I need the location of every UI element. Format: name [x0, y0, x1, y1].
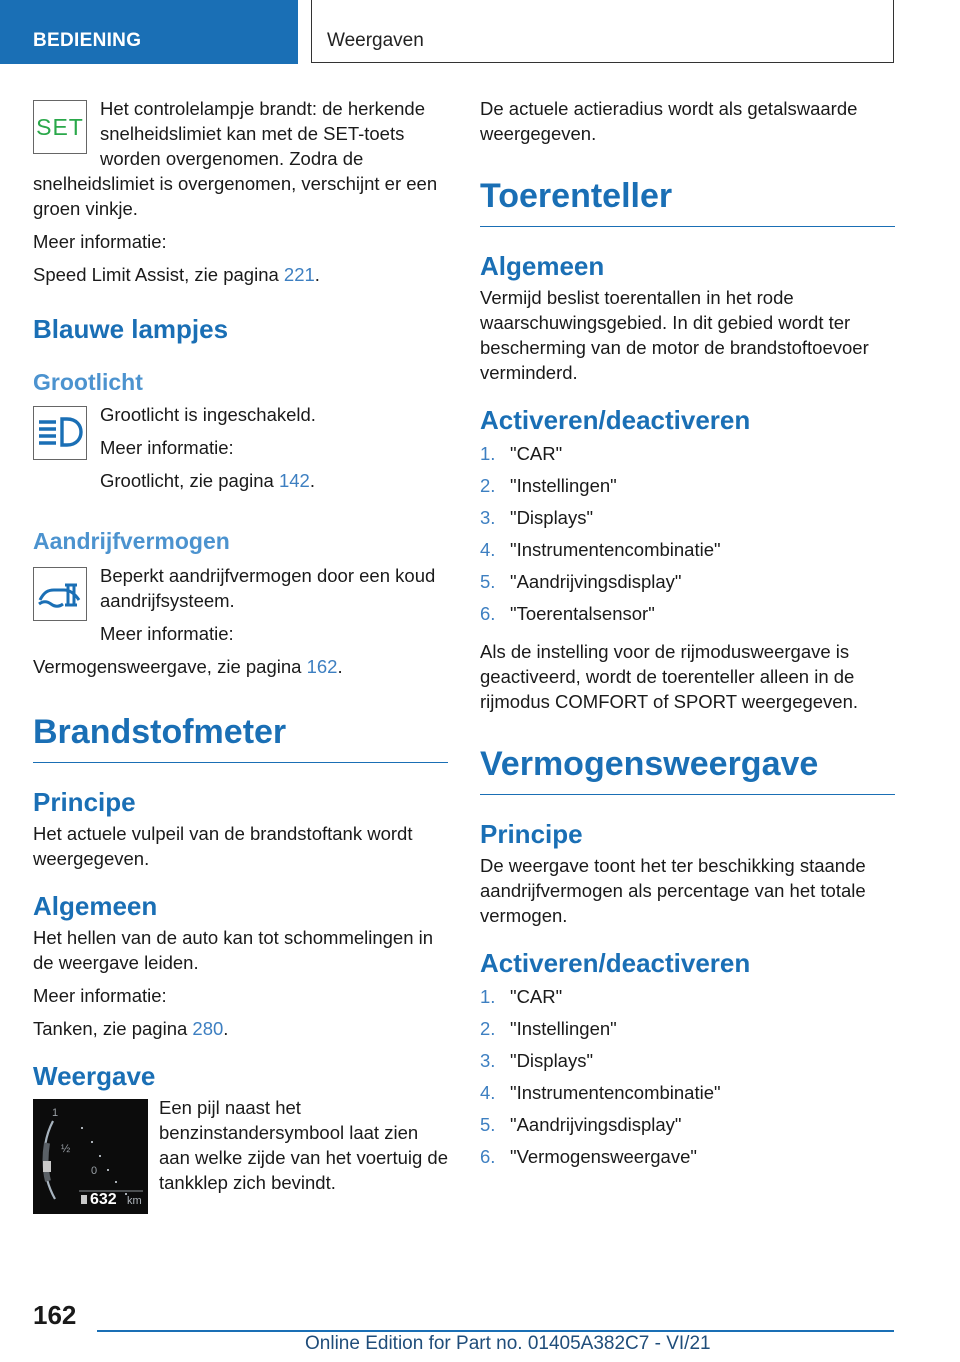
page-number: 162 [33, 1300, 77, 1330]
vermogen-principe-text: De weergave toont het ter beschikking staande aandrijfvermogen als percentage van het totale vermogen. [480, 855, 866, 926]
grootlicht-heading: Grootlicht [33, 369, 143, 395]
edition-text: Online Edition for Part no. 01405A382C7 - VI/21 [305, 1333, 711, 1354]
vermogen-principe-heading: Principe [480, 819, 583, 849]
fuel-gauge-image [33, 1099, 148, 1214]
right-column [480, 96, 895, 1182]
gauge-range-unit: km [127, 1195, 142, 1207]
set-ref-link[interactable]: 221 [283, 264, 315, 285]
algemeen-text: Het hellen van de auto kan tot schommelingen in de weergave leiden. [33, 927, 434, 973]
list-item: 2. "Instellingen" [480, 1018, 617, 1039]
aandrijf-block [33, 563, 448, 679]
grootlicht-block [33, 402, 448, 501]
principe-heading: Principe [33, 787, 136, 817]
list-item: 2. "Instellingen" [480, 475, 617, 496]
aandrijf-text: Beperkt aandrijfvermogen door een koud aandrijfsysteem. [100, 565, 436, 611]
list-item: 4. "Instrumentencombinatie" [480, 1082, 721, 1103]
vermogensweergave-heading: Vermogensweergave [480, 744, 895, 795]
drive-power-icon [33, 567, 87, 621]
header-chapter-box [311, 0, 894, 63]
algemeen-ref: Tanken, zie pagina 280. [33, 1018, 229, 1039]
gauge-tick-0: 0 [91, 1165, 98, 1177]
vermogen-activeren-heading: Activeren/deactiveren [480, 948, 751, 978]
weergave-heading: Weergave [33, 1061, 156, 1091]
algemeen-more: Meer informatie: [33, 985, 167, 1006]
aandrijf-ref-link[interactable]: 162 [306, 656, 338, 677]
high-beam-icon [33, 406, 87, 460]
grootlicht-text: Grootlicht is ingeschakeld. [100, 404, 316, 425]
set-text: Het controlelampje brandt: de herkende snelheidslimiet kan met de SET-toets worden overgenomen. Zodra de snelheidslimiet is overgenomen, verschijnt er een groen vinkje. [33, 98, 438, 219]
left-column [33, 96, 448, 1214]
grootlicht-ref: Grootlicht, zie pagina 142. [100, 470, 315, 491]
header-chapter-label: Weergaven [327, 30, 424, 51]
aandrijf-more: Meer informatie: [100, 623, 234, 644]
range-text: De actuele actieradius wordt als getalswaarde weergegeven. [480, 98, 858, 144]
toerenteller-algemeen-heading: Algemeen [480, 251, 605, 281]
toerenteller-algemeen-text: Vermijd beslist toerentallen in het rode waarschuwingsgebied. In dit gebied wordt ter bescherming van de motor de brandstoftoevoer verminderd. [480, 287, 869, 383]
toerenteller-heading: Toerenteller [480, 176, 895, 227]
aandrijf-heading: Aandrijfvermogen [33, 528, 230, 554]
list-item: 1. "CAR" [480, 986, 563, 1007]
principe-text: Het actuele vulpeil van de brandstoftank wordt weergegeven. [33, 823, 413, 869]
footer-divider [97, 1330, 894, 1332]
gauge-tick-1: 1 [52, 1107, 59, 1119]
toerenteller-steps [480, 441, 895, 633]
list-item: 6. "Toerentalsensor" [480, 603, 655, 624]
toerenteller-note: Als de instelling voor de rijmodusweergave is geactiveerd, wordt de toerenteller alleen in de rijmodus COMFORT of SPORT weergegeven. [480, 641, 859, 712]
algemeen-ref-link[interactable]: 280 [192, 1018, 224, 1039]
set-more: Meer informatie: [33, 231, 167, 252]
grootlicht-more: Meer informatie: [100, 437, 234, 458]
set-ref: Speed Limit Assist, zie pagina 221. [33, 264, 320, 285]
toerenteller-activeren-heading: Activeren/deactiveren [480, 405, 751, 435]
list-item: 3. "Displays" [480, 1050, 594, 1071]
vermogen-steps [480, 984, 895, 1176]
list-item: 1. "CAR" [480, 443, 563, 464]
weergave-text: Een pijl naast het benzinstandersymbool laat zien aan welke zijde van het voertuig de tankklep zich bevindt. [159, 1097, 448, 1193]
aandrijf-ref: Vermogensweergave, zie pagina 162. [33, 656, 343, 677]
header-section-label: BEDIENING [33, 30, 142, 51]
list-item: 5. "Aandrijvingsdisplay" [480, 571, 682, 592]
grootlicht-ref-link[interactable]: 142 [278, 470, 310, 491]
brandstofmeter-heading: Brandstofmeter [33, 712, 448, 763]
header-section-tab [0, 0, 298, 64]
set-icon: SET [33, 100, 87, 154]
set-block [33, 96, 448, 287]
gauge-range-value: 632 [90, 1191, 117, 1208]
blue-lights-heading: Blauwe lampjes [33, 314, 229, 344]
list-item: 6. "Vermogensweergave" [480, 1146, 697, 1167]
list-item: 5. "Aandrijvingsdisplay" [480, 1114, 682, 1135]
algemeen-heading: Algemeen [33, 891, 158, 921]
list-item: 3. "Displays" [480, 507, 594, 528]
gauge-tick-half: ½ [61, 1143, 71, 1155]
weergave-block [33, 1095, 448, 1214]
list-item: 4. "Instrumentencombinatie" [480, 539, 721, 560]
